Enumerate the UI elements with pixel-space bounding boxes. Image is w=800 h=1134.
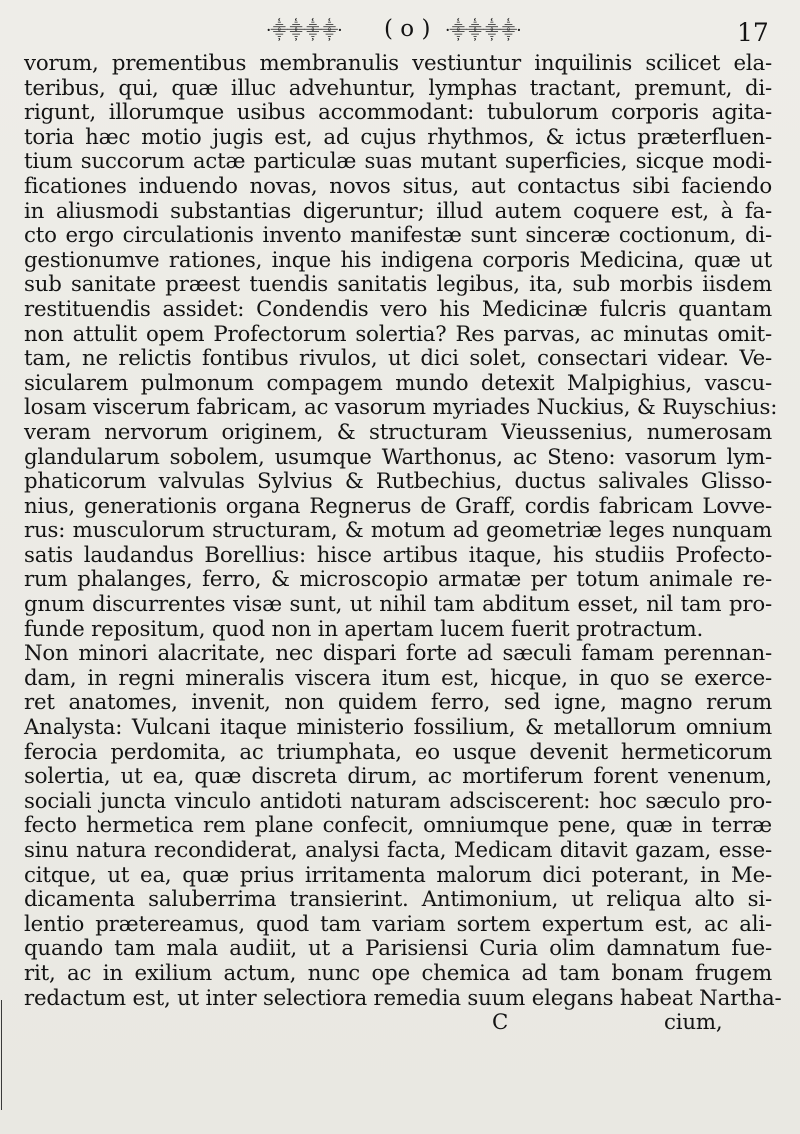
text-line: ficationes induendo novas, novos situs, aut contactus sibi faciendo — [24, 173, 772, 199]
body-text — [24, 51, 782, 1036]
text-line: rum phalanges, ferro, & microscopio armatæ per totum animale re- — [24, 567, 772, 593]
text-line: quando tam mala audiit, ut a Parisiensi Curia olim damnatum fue- — [24, 936, 772, 962]
text-line: tium succorum actæ particulæ suas mutant superficies, sicque modi- — [24, 149, 772, 175]
text-line: losam viscerum fabricam, ac vasorum myriades Nuckius, & Ruyschius: — [24, 395, 778, 421]
text-line: rit, ac in exilium actum, nunc ope chemica ad tam bonam frugem — [24, 960, 772, 986]
text-line: lentio prætereamus, quod tam variam sortem expertum est, ac ali- — [24, 911, 772, 937]
text-line: Non minori alacritate, nec dispari forte ad sæculi famam perennan- — [24, 641, 772, 667]
text-line: ret anatomes, invenit, non quidem ferro, sed igne, magno rerum — [24, 690, 772, 716]
text-line: restituendis assidet: Condendis vero his Medicinæ fulcris quantam — [24, 296, 772, 322]
text-line: nius, generationis organa Regnerus de Graff, cordis fabricam Lovve- — [24, 493, 772, 519]
text-line: citque, ut ea, quæ prius irritamenta malorum dici poterant, in Me- — [24, 862, 772, 888]
header-ornament-left: ·⸎⸎⸎⸎· — [266, 21, 342, 41]
text-line: gnum discurrentes visæ sunt, ut nihil tam abditum esset, nil tam pro- — [24, 592, 772, 618]
catchword: cium, — [664, 1010, 723, 1036]
text-line: glandularum sobolem, usumque Warthonus, ac Steno: vasorum lym- — [24, 444, 772, 470]
text-line: dicamenta saluberrima transierint. Antimonium, ut reliqua alto si- — [24, 887, 772, 913]
text-line: gestionumve rationes, inque his indigena corporis Medicina, quæ ut — [24, 247, 772, 273]
header-signature: ( o ) — [384, 16, 431, 42]
text-line: rus: musculorum structuram, & motum ad geometriæ leges nunquam — [24, 518, 772, 544]
text-line: toria hæc motio jugis est, ad cujus rhythmos, & ictus præterfluen- — [24, 124, 772, 150]
text-line: tam, ne relictis fontibus rivulos, ut dici solet, consectari videar. Ve- — [24, 346, 772, 372]
text-line: solertia, ut ea, quæ discreta dirum, ac mortiferum forent venenum, — [24, 764, 772, 790]
text-line: veram nervorum originem, & structuram Vieussenius, numerosam — [24, 419, 772, 445]
text-line: vorum, prementibus membranulis vestiuntur inquilinis scilicet ela- — [24, 51, 772, 76]
page-header — [0, 10, 800, 46]
text-line: sinu natura recondiderat, analysi facta, Medicam ditavit gazam, esse- — [24, 838, 772, 863]
text-line: funde repositum, quod non in apertam lucem fuerit protractum. — [24, 616, 704, 642]
page-number: 17 — [737, 18, 769, 47]
text-line: sub sanitate præest tuendis sanitatis legibus, ita, sub morbis iisdem — [24, 272, 772, 298]
text-line: sicularem pulmonum compagem mundo detexit Malpighius, vascu- — [24, 370, 772, 396]
text-line: phaticorum valvulas Sylvius & Rutbechius, ductus salivales Glisso- — [24, 469, 772, 495]
text-line: fecto hermetica rem plane confecit, omniumque pene, quæ in terræ — [24, 813, 772, 839]
footer-line — [24, 1011, 772, 1036]
text-line: satis laudandus Borellius: hisce artibus itaque, his studiis Profecto- — [24, 542, 772, 568]
header-ornament-right: ·⸎⸎⸎⸎· — [445, 21, 521, 41]
text-line: in aliusmodi substantias digeruntur; illud autem coquere est, à fa- — [24, 198, 772, 224]
text-line: cto ergo circulationis invento manifestæ sunt sinceræ coctionum, di- — [24, 223, 772, 249]
text-line: Analysta: Vulcani itaque ministerio fossilium, & metallorum omnium — [24, 715, 772, 741]
signature-mark: C — [492, 1010, 509, 1036]
text-line: teribus, qui, quæ illuc advehuntur, lymphas tractant, premunt, di- — [24, 75, 772, 101]
page-edge-rule — [1, 1000, 2, 1110]
text-line: redactum est, ut inter selectiora remedia suum elegans habeat Nartha- — [24, 985, 782, 1011]
text-line: rigunt, illorumque usibus accommodant: tubulorum corporis agita- — [24, 100, 772, 126]
text-line: ferocia perdomita, ac triumphata, eo usque devenit hermeticorum — [24, 739, 772, 765]
text-line: dam, in regni mineralis viscera itum est, hicque, in quo se exerce- — [24, 665, 772, 691]
text-line: sociali juncta vinculo antidoti naturam adsciscerent: hoc sæculo pro- — [24, 788, 772, 814]
text-line: non attulit opem Profectorum solertia? Res parvas, ac minutas omit- — [24, 321, 772, 347]
